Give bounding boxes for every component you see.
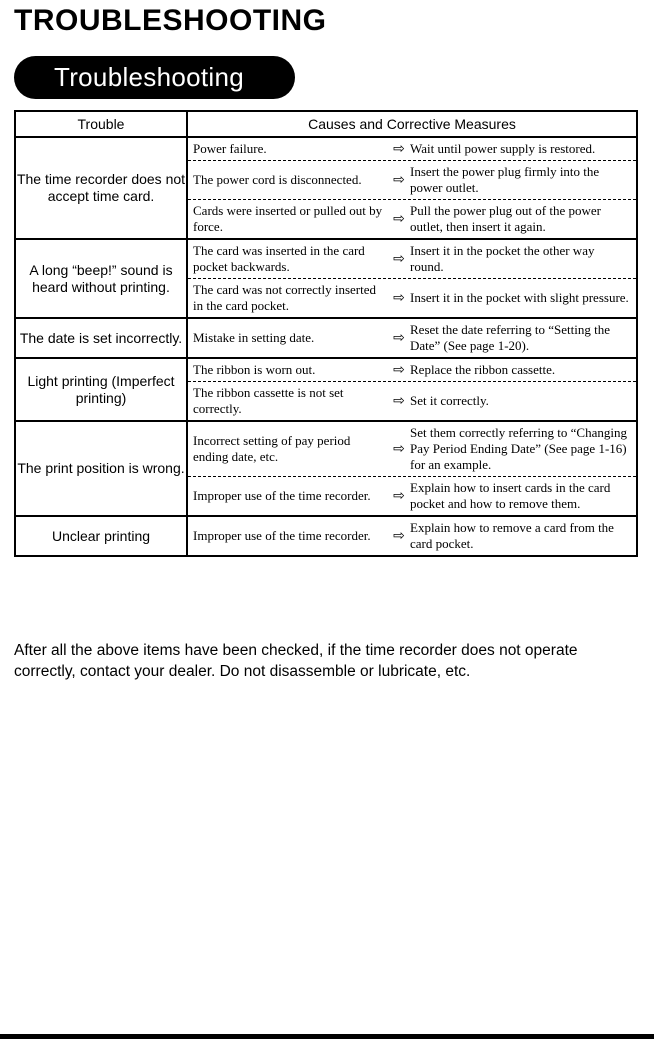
cause-text: The card was not correctly inserted in the card pocket. [193,282,377,313]
trouble-cell: Unclear printing [15,516,187,556]
cause-text: Cards were inserted or pulled out by force. [193,203,383,234]
arrow-right-icon: ⇨ [393,141,405,157]
table-row [15,239,637,318]
arrow-right-icon: ⇨ [393,172,405,188]
measure-text: Pull the power plug out of the power outlet, then insert it again. [410,203,601,234]
trouble-cell: The print position is wrong. [15,421,187,516]
measure-text: Insert the power plug firmly into the power outlet. [410,164,600,195]
causes-cell [187,239,637,318]
cause-text: Mistake in setting date. [193,330,315,345]
cause-measure-pair [188,517,636,555]
header-causes-measures: Causes and Corrective Measures [187,111,637,137]
measure-text: Insert it in the pocket the other way round. [410,243,595,274]
arrow-right-icon: ⇨ [393,393,405,409]
arrow-right-icon: ⇨ [393,528,405,544]
arrow-right-icon: ⇨ [393,362,405,378]
cause-measure-pair [188,359,636,381]
cause-measure-pair [188,160,636,199]
cause-text: Incorrect setting of pay period ending date, etc. [193,433,351,464]
measure-text: Reset the date referring to “Setting the Date” (See page 1-20). [410,322,610,353]
cause-text: The ribbon is worn out. [193,362,316,377]
cause-measure-pair [188,476,636,515]
table-row [15,318,637,358]
arrow-right-icon: ⇨ [393,488,405,504]
page-title: TROUBLESHOOTING [14,4,327,37]
cause-text: Improper use of the time recorder. [193,528,371,543]
cause-measure-pair [188,319,636,357]
footer-note: After all the above items have been checked, if the time recorder does not operate correctly, contact your dealer. Do not disassemble or lubricate, etc. [14,642,578,680]
troubleshooting-table [14,110,638,557]
cause-text: Improper use of the time recorder. [193,488,371,503]
arrow-right-icon: ⇨ [393,441,405,457]
causes-cell [187,358,637,421]
causes-cell [187,421,637,516]
arrow-right-icon: ⇨ [393,290,405,306]
cause-measure-pair [188,138,636,160]
causes-cell [187,137,637,239]
table-row [15,516,637,556]
bottom-rule [0,1034,654,1039]
trouble-cell: The date is set incorrectly. [15,318,187,358]
cause-measure-pair [188,422,636,476]
header-trouble: Trouble [15,111,187,137]
measure-text: Set it correctly. [410,393,489,408]
section-banner: Troubleshooting [14,56,295,99]
trouble-cell: A long “beep!” sound is heard without printing. [15,239,187,318]
cause-measure-pair [188,199,636,238]
measure-text: Wait until power supply is restored. [410,141,596,156]
cause-text: The card was inserted in the card pocket backwards. [193,243,365,274]
cause-text: The ribbon cassette is not set correctly. [193,385,344,416]
causes-cell [187,516,637,556]
measure-text: Replace the ribbon cassette. [410,362,556,377]
table-row [15,358,637,421]
arrow-right-icon: ⇨ [393,330,405,346]
cause-measure-pair [188,278,636,317]
measure-text: Explain how to remove a card from the card pocket. [410,520,614,551]
measure-text: Set them correctly referring to “Changing Pay Period Ending Date” (See page 1-16) for an example. [410,425,627,472]
table-row [15,137,637,239]
cause-measure-pair [188,381,636,420]
trouble-cell: Light printing (Imperfect printing) [15,358,187,421]
table-header-row [15,111,637,137]
causes-cell [187,318,637,358]
cause-text: The power cord is disconnected. [193,172,362,187]
trouble-cell: The time recorder does not accept time card. [15,137,187,239]
arrow-right-icon: ⇨ [393,211,405,227]
measure-text: Explain how to insert cards in the card pocket and how to remove them. [410,480,611,511]
arrow-right-icon: ⇨ [393,251,405,267]
cause-measure-pair [188,240,636,278]
measure-text: Insert it in the pocket with slight pressure. [410,290,629,305]
cause-text: Power failure. [193,141,267,156]
table-row [15,421,637,516]
